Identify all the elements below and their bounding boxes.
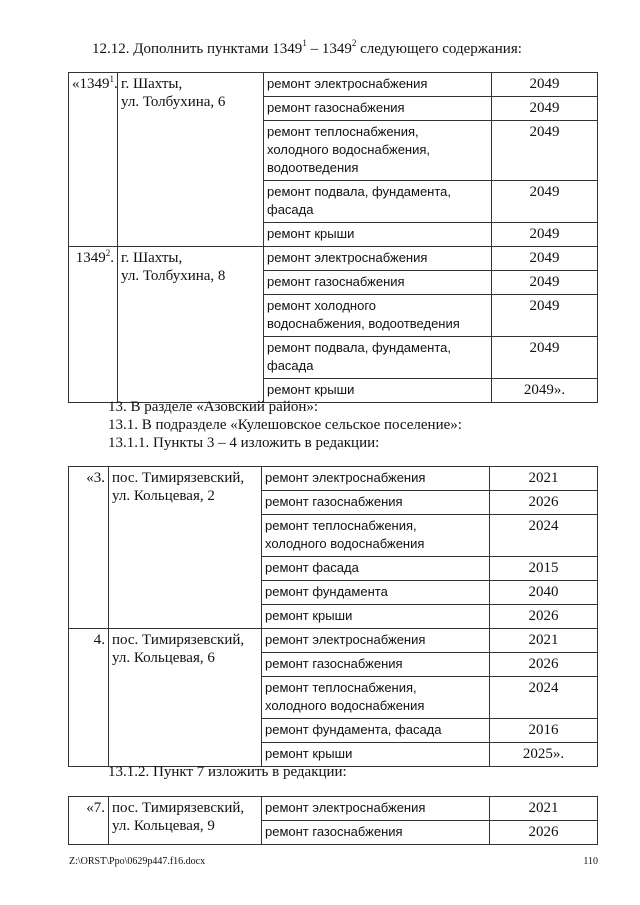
work-type-cell (262, 719, 490, 743)
footer-file-path: Z:\ORST\Ppo\0629p447.f16.docx (69, 856, 206, 867)
work-type-line: ремонт фундамента (265, 584, 388, 599)
item-number: «7. (69, 797, 109, 845)
year-cell: 2049 (492, 181, 598, 223)
work-type-line: ремонт крыши (265, 608, 353, 623)
address-cell (118, 247, 264, 403)
para-13-1-2: 13.1.2. Пункт 7 изложить в редакции: (108, 764, 347, 780)
work-type-cell (262, 581, 490, 605)
year-cell: 2026 (490, 653, 598, 677)
year-cell: 2049 (492, 247, 598, 271)
work-type-cell (264, 337, 492, 379)
work-type-line: холодного водоснабжения (265, 536, 425, 551)
year-cell: 2026 (490, 821, 598, 845)
work-type-cell (262, 653, 490, 677)
address-line: г. Шахты, (121, 250, 183, 266)
year-cell: 2026 (490, 491, 598, 515)
table-row (69, 73, 598, 97)
work-type-line: ремонт теплоснабжения, (265, 518, 417, 533)
work-type-line: ремонт подвала, фундамента, (267, 340, 452, 355)
work-type-line: водоснабжения, водоотведения (267, 316, 460, 331)
work-type-cell (264, 121, 492, 181)
work-type-line: ремонт теплоснабжения, (267, 124, 419, 139)
work-type-line: ремонт подвала, фундамента, (267, 184, 452, 199)
work-type-line: фасада (267, 202, 314, 217)
work-type-cell (262, 797, 490, 821)
address-line: ул. Кольцевая, 6 (112, 650, 215, 666)
year-cell: 2049 (492, 97, 598, 121)
work-type-cell (262, 515, 490, 557)
address-line: ул. Толбухина, 6 (121, 94, 226, 110)
work-type-line: фасада (267, 358, 314, 373)
year-cell: 2024 (490, 515, 598, 557)
year-cell: 2049 (492, 223, 598, 247)
work-type-line: ремонт холодного (267, 298, 377, 313)
year-cell: 2049 (492, 337, 598, 379)
item-number: «1349$^1$. (69, 73, 118, 247)
para-13-1: 13.1. В подразделе «Кулешовское сельское поселение»: (108, 417, 462, 433)
year-cell: 2040 (490, 581, 598, 605)
para-13-1-1: 13.1.1. Пункты 3 – 4 изложить в редакции: (108, 435, 380, 451)
year-cell: 2016 (490, 719, 598, 743)
work-type-line: ремонт электроснабжения (265, 800, 426, 815)
year-cell: 2025». (490, 743, 598, 767)
address-cell (109, 797, 262, 845)
work-type-cell (264, 295, 492, 337)
address-line: ул. Толбухина, 8 (121, 268, 226, 284)
table-row (69, 467, 598, 491)
table-item-7 (68, 796, 598, 845)
work-type-line: ремонт крыши (267, 382, 355, 397)
work-type-cell (264, 97, 492, 121)
work-type-line: ремонт теплоснабжения, (265, 680, 417, 695)
work-type-cell (264, 181, 492, 223)
work-type-cell (262, 821, 490, 845)
heading-12-12: 12.12. Дополнить пунктами 1349$^1$ – 1349$^2$ следующего содержания: (92, 38, 522, 57)
work-type-cell (262, 629, 490, 653)
work-type-line: ремонт газоснабжения (267, 274, 405, 289)
work-type-line: ремонт фасада (265, 560, 359, 575)
work-type-line: ремонт газоснабжения (265, 494, 403, 509)
table-items-1349 (68, 72, 598, 403)
work-type-cell (262, 677, 490, 719)
year-cell: 2021 (490, 467, 598, 491)
address-line: пос. Тимирязевский, (112, 800, 245, 816)
work-type-line: холодного водоснабжения, (267, 142, 431, 157)
table-row (69, 629, 598, 653)
year-cell: 2021 (490, 629, 598, 653)
work-type-line: ремонт крыши (265, 746, 353, 761)
address-line: пос. Тимирязевский, (112, 470, 245, 486)
work-type-line: ремонт газоснабжения (265, 824, 403, 839)
address-line: ул. Кольцевая, 2 (112, 488, 215, 504)
work-type-cell (264, 247, 492, 271)
year-cell: 2049 (492, 73, 598, 97)
item-number: «3. (69, 467, 109, 629)
work-type-cell (262, 491, 490, 515)
table-items-3-4 (68, 466, 598, 767)
address-line: ул. Кольцевая, 9 (112, 818, 215, 834)
year-cell: 2024 (490, 677, 598, 719)
work-type-cell (262, 605, 490, 629)
year-cell: 2049». (492, 379, 598, 403)
work-type-line: ремонт крыши (267, 226, 355, 241)
address-cell (109, 629, 262, 767)
work-type-line: ремонт электроснабжения (265, 470, 426, 485)
work-type-line: ремонт электроснабжения (265, 632, 426, 647)
work-type-line: водоотведения (267, 160, 359, 175)
work-type-cell (262, 467, 490, 491)
work-type-line: ремонт электроснабжения (267, 76, 428, 91)
table-row (69, 247, 598, 271)
work-type-line: холодного водоснабжения (265, 698, 425, 713)
footer-page-number: 110 (583, 856, 598, 867)
address-cell (118, 73, 264, 247)
work-type-cell (264, 73, 492, 97)
para-13: 13. В разделе «Азовский район»: (108, 399, 319, 415)
table-row (69, 797, 598, 821)
work-type-line: ремонт газоснабжения (267, 100, 405, 115)
work-type-line: ремонт электроснабжения (267, 250, 428, 265)
item-number: 1349$^2$. (69, 247, 118, 403)
work-type-line: ремонт газоснабжения (265, 656, 403, 671)
work-type-cell (264, 271, 492, 295)
work-type-line: ремонт фундамента, фасада (265, 722, 442, 737)
year-cell: 2026 (490, 605, 598, 629)
address-cell (109, 467, 262, 629)
address-line: г. Шахты, (121, 76, 183, 92)
year-cell: 2049 (492, 295, 598, 337)
item-number: 4. (69, 629, 109, 767)
year-cell: 2021 (490, 797, 598, 821)
year-cell: 2049 (492, 121, 598, 181)
address-line: пос. Тимирязевский, (112, 632, 245, 648)
work-type-cell (262, 557, 490, 581)
work-type-cell (264, 223, 492, 247)
year-cell: 2049 (492, 271, 598, 295)
year-cell: 2015 (490, 557, 598, 581)
